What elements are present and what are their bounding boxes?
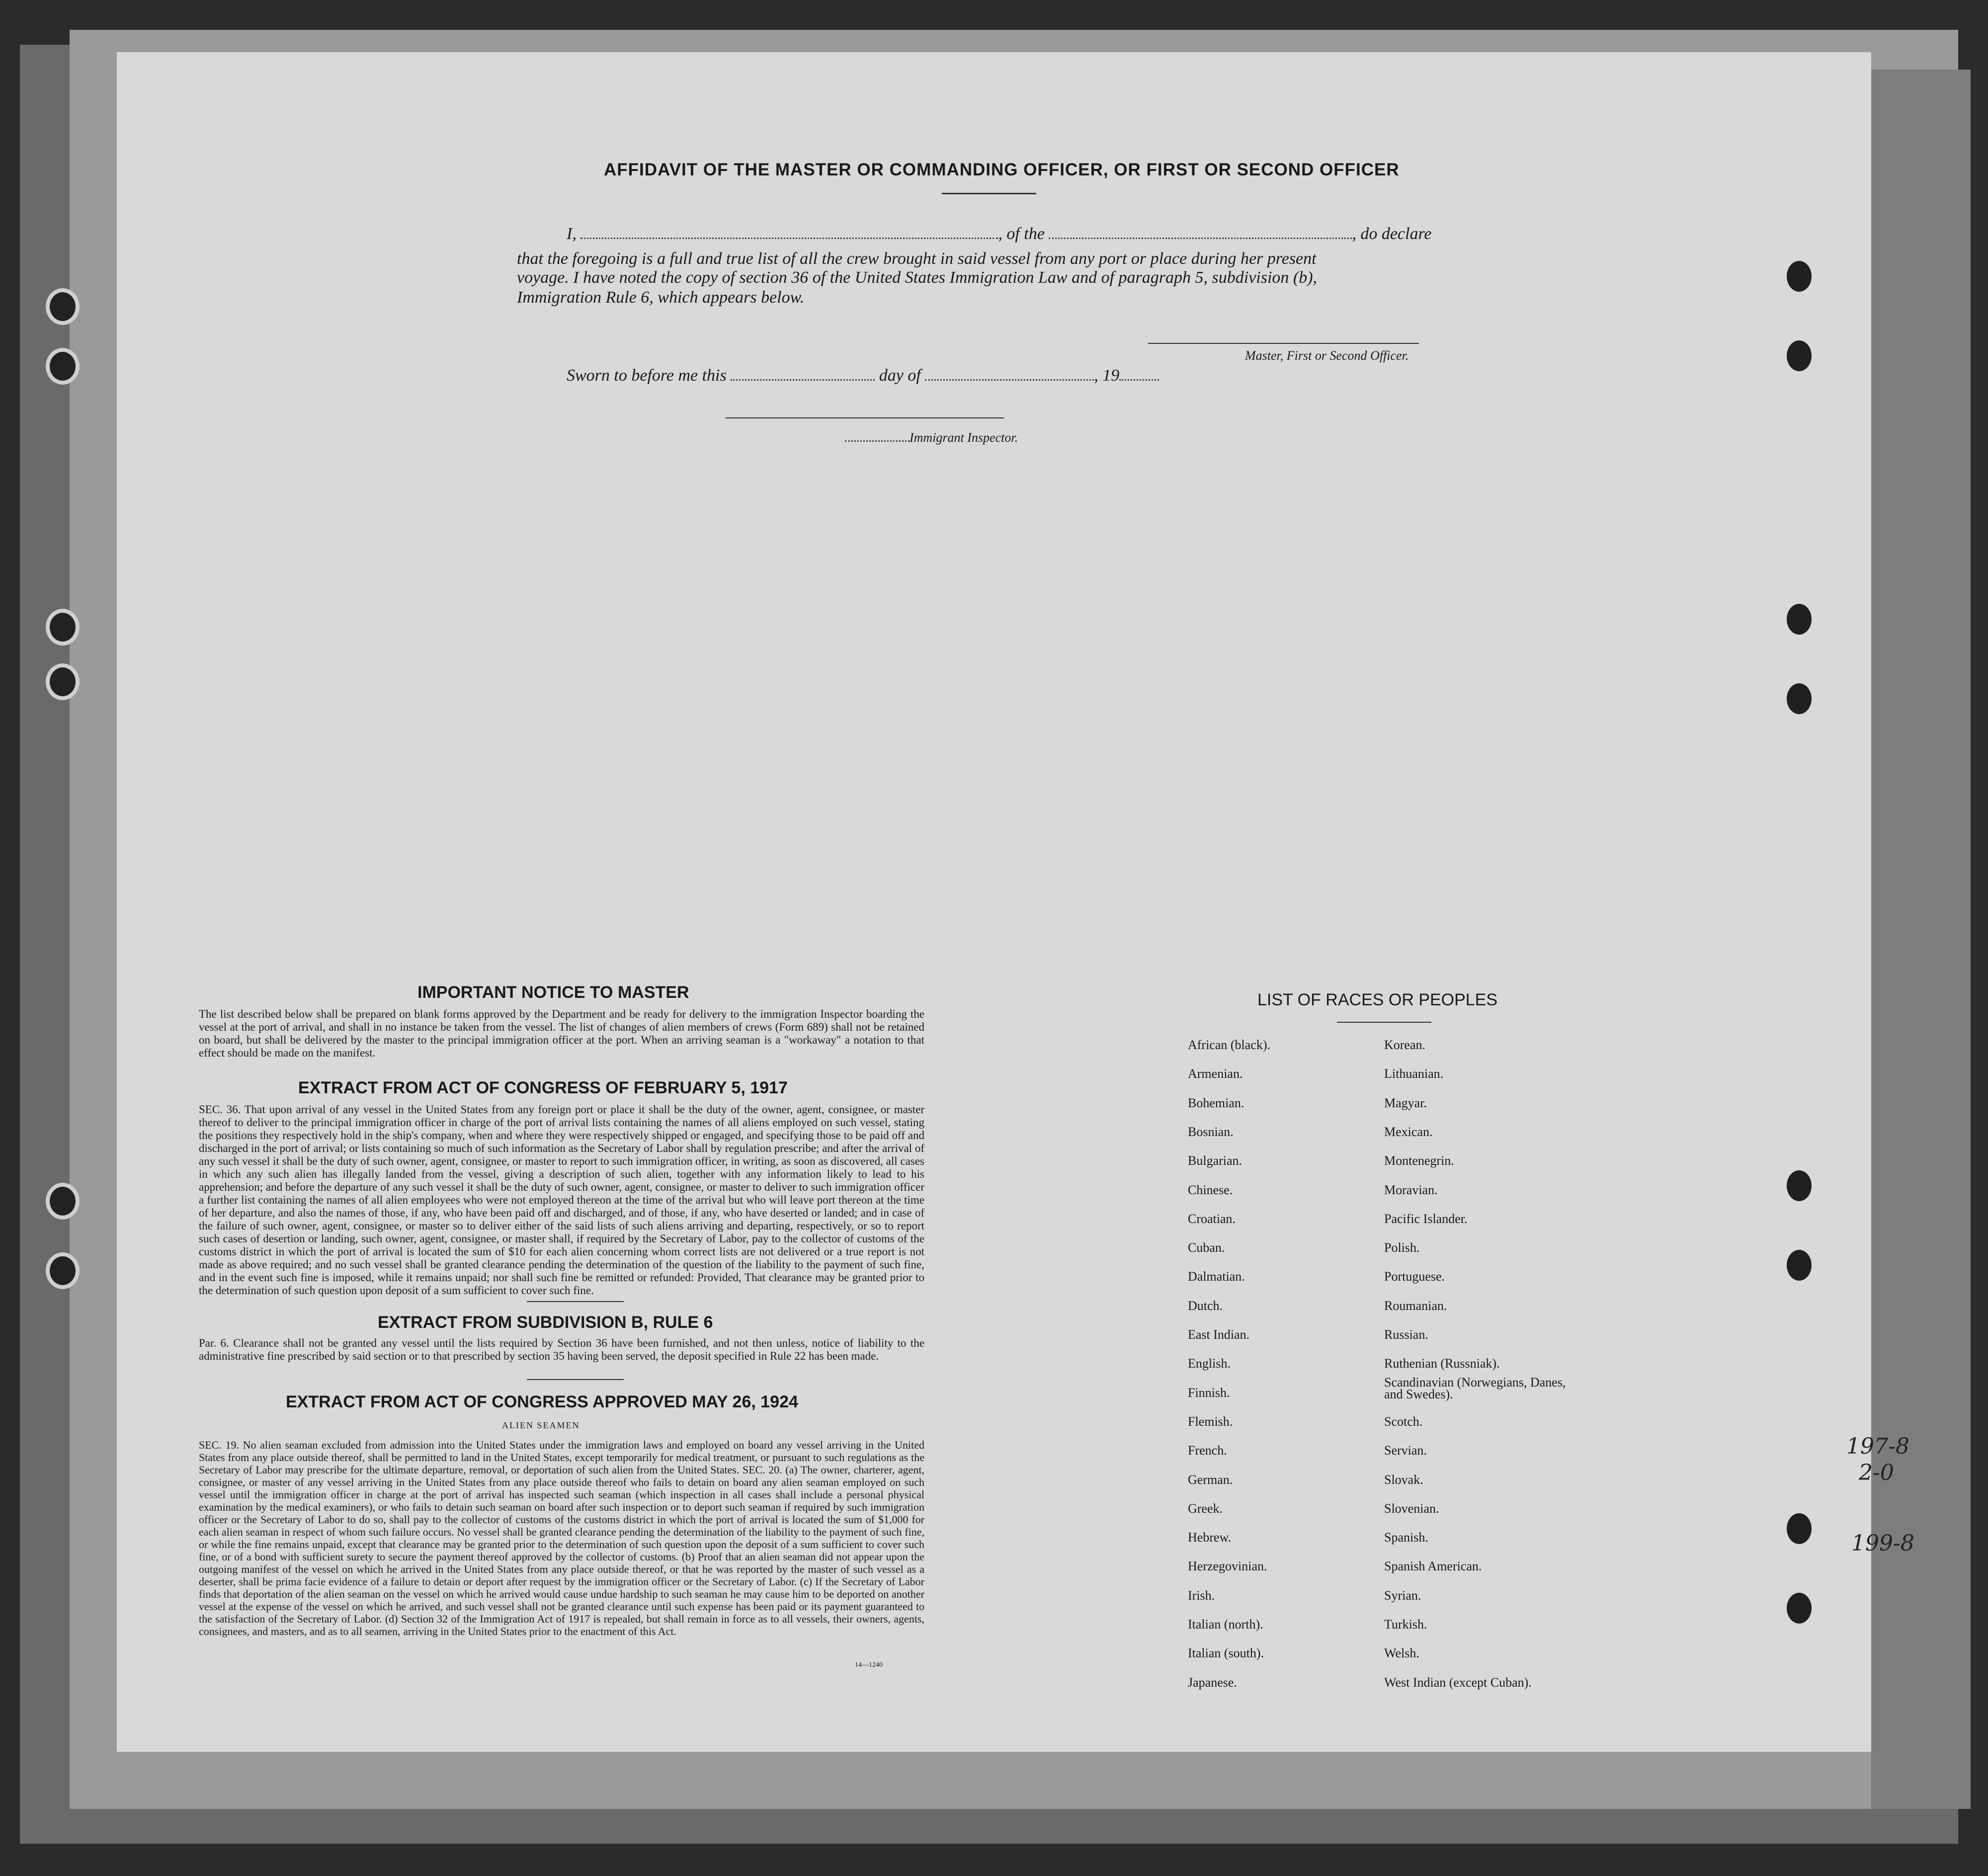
races-heading: LIST OF RACES OR PEOPLES bbox=[1257, 990, 1498, 1009]
affidavit-title: AFFIDAVIT OF THE MASTER OR COMMANDING OFFICER, OR FIRST OR SECOND OFFICER bbox=[604, 160, 1400, 179]
year-blank bbox=[1119, 379, 1159, 381]
race-item: African (black). bbox=[1188, 1038, 1271, 1052]
race-item: West Indian (except Cuban). bbox=[1384, 1675, 1532, 1690]
inspector-label: Immigrant Inspector. bbox=[910, 430, 1018, 445]
alien-seamen-subheading: ALIEN SEAMEN bbox=[502, 1420, 580, 1430]
race-item: Herzegovinian. bbox=[1188, 1559, 1267, 1574]
divider bbox=[527, 1301, 624, 1302]
punch-hole bbox=[1787, 340, 1812, 371]
race-item: Lithuanian. bbox=[1384, 1066, 1444, 1081]
race-item: Bulgarian. bbox=[1188, 1153, 1242, 1168]
punch-hole bbox=[1787, 683, 1812, 714]
binder-hole bbox=[46, 1183, 80, 1220]
race-item: Italian (north). bbox=[1188, 1617, 1263, 1631]
vessel-blank bbox=[1049, 238, 1352, 239]
race-item: Pacific Islander. bbox=[1384, 1211, 1468, 1226]
punch-hole bbox=[1787, 1170, 1812, 1201]
day-blank bbox=[731, 379, 875, 381]
month-blank bbox=[925, 379, 1094, 381]
race-item: Japanese. bbox=[1188, 1675, 1237, 1690]
notice-text: The list described below shall be prepared on blank forms approved by the Department and be ready for delivery to the immigration Inspector boarding the vessel at the port of arrival, and shall in no instance be taken from the vessel. The list of changes of alien members of crews (Form 689) shall not be retained on board, but shall be delivered by the master to the principal immigration officer at the port. When an arriving seaman is a "workaway" a notation to that effect should be made on the manifest. bbox=[199, 1008, 924, 1059]
race-item: Flemish. bbox=[1188, 1414, 1233, 1429]
race-item: Irish. bbox=[1188, 1588, 1215, 1603]
divider bbox=[1337, 1022, 1431, 1023]
extract-1924-heading: EXTRACT FROM ACT OF CONGRESS APPROVED MAY 26, 1924 bbox=[286, 1392, 798, 1411]
race-item: Dutch. bbox=[1188, 1298, 1223, 1313]
affidavit-line-4: Immigration Rule 6, which appears below. bbox=[517, 288, 805, 307]
extract-1917-text: SEC. 36. That upon arrival of any vessel in the United States from any foreign port or place it shall be the duty of the owner, agent, consignee, or master thereof to deliver to the principal immigration officer in charge of the port of arrival lists containing the names of all aliens employed on such vessel, stating the positions they respectively hold in the ship's company, when and where they were respectively shipped or engaged, and specifying those to be paid off and discharged in the port of arrival; or lists containing so much of such information as the Secretary of Labor shall by regulation prescribe; and after the arrival of any such vessel it shall be the duty of such owner, agent, consignee, or master to report to such immigration officer, in writing, as soon as discovered, all cases in which any such alien has illegally landed from the vessel, giving a description of such alien, together with any information likely to lead to his apprehension; and before the departure of any such vessel it shall be the duty of such owner, agent, consignee, or master to deliver to such immigration officer a further list containing the names of all alien employees who were not employed thereon at the time of the arrival but who will leave port thereon at the time of her departure, and also the names of those, if any, who have been paid off and discharged, and of those, if any, who have deserted or landed; and in case of the failure of such owner, agent, consignee, or master so to deliver either of the said lists of such aliens arriving and departing, respectively, or so to report such cases of desertion or landing, such owner, agent, consignee, or master shall, if required by the Secretary of Labor, pay to the collector of customs of the customs district in which the port of arrival is located the sum of $10 for each alien concerning whom correct lists are not delivered or a true report is not made as above required; and no such vessel shall be granted clearance pending the determination of the question of the liability to the payment of such fine, and in the event such fine is imposed, while it remains unpaid; nor shall such fine be remitted or refunded: Provided, That clearance may be granted prior to the determination of such question upon deposit of a sum sufficient to cover such fine. bbox=[199, 1103, 924, 1297]
extract-rule6-heading: EXTRACT FROM SUBDIVISION B, RULE 6 bbox=[378, 1313, 713, 1332]
race-item: English. bbox=[1188, 1356, 1231, 1371]
race-item: Mexican. bbox=[1384, 1124, 1433, 1139]
handwritten-note: 199-8 bbox=[1851, 1531, 1914, 1556]
divider bbox=[527, 1379, 624, 1380]
race-item: Chinese. bbox=[1188, 1182, 1233, 1197]
race-item: Spanish American. bbox=[1384, 1559, 1482, 1574]
inspector-line bbox=[845, 427, 1018, 448]
name-blank bbox=[580, 238, 998, 239]
race-item: Montenegrin. bbox=[1384, 1153, 1454, 1168]
race-item: Dalmatian. bbox=[1188, 1269, 1245, 1284]
race-item: Welsh. bbox=[1384, 1646, 1419, 1661]
race-item: Croatian. bbox=[1188, 1211, 1236, 1226]
punch-hole bbox=[1787, 1513, 1812, 1544]
inspector-blank bbox=[845, 440, 910, 442]
race-item: Ruthenian (Russniak). bbox=[1384, 1356, 1500, 1371]
race-item: Armenian. bbox=[1188, 1066, 1243, 1081]
race-item: Finnish. bbox=[1188, 1385, 1230, 1400]
binder-hole bbox=[46, 609, 80, 646]
handwritten-note: 197-8 bbox=[1846, 1434, 1909, 1459]
race-item: German. bbox=[1188, 1472, 1233, 1487]
affidavit-line-2: that the foregoing is a full and true list of all the crew brought in said vessel from any port or place during her present bbox=[517, 249, 1317, 268]
race-item: Scandinavian (Norwegians, Danes, and Swedes). bbox=[1384, 1375, 1566, 1401]
race-item: Korean. bbox=[1384, 1038, 1426, 1052]
notice-heading: IMPORTANT NOTICE TO MASTER bbox=[417, 983, 689, 1002]
race-item: Slovenian. bbox=[1384, 1501, 1439, 1516]
year-label: , 19 bbox=[1094, 366, 1120, 385]
affidavit-line-3: voyage. I have noted the copy of section 36 of the United States Immigration Law and of paragraph 5, subdivision (b), bbox=[517, 268, 1318, 287]
of-the-label: , of the bbox=[998, 225, 1045, 243]
binder-hole bbox=[46, 348, 80, 385]
binder-hole bbox=[46, 663, 80, 700]
sworn-label: Sworn to before me this bbox=[567, 366, 727, 385]
do-declare-label: , do declare bbox=[1352, 225, 1432, 243]
extract-1917-heading: EXTRACT FROM ACT OF CONGRESS OF FEBRUARY 5, 1917 bbox=[298, 1078, 788, 1097]
binder-hole bbox=[46, 1252, 80, 1289]
race-item: Syrian. bbox=[1384, 1588, 1421, 1603]
race-item: Magyar. bbox=[1384, 1095, 1427, 1110]
extract-rule6-text: Par. 6. Clearance shall not be granted any vessel until the lists required by Section 36 have been furnished, and not then unless, notice of liability to the administrative fine prescribed by said section or to that prescribed by section 35 having been served, the deposit specified in Rule 22 has been made. bbox=[199, 1337, 924, 1362]
race-item: East Indian. bbox=[1188, 1327, 1250, 1342]
race-item: Servian. bbox=[1384, 1443, 1427, 1458]
race-item: Scotch. bbox=[1384, 1414, 1423, 1429]
race-item: Italian (south). bbox=[1188, 1646, 1264, 1661]
race-item: Slovak. bbox=[1384, 1472, 1423, 1487]
form-number: 14—1240 bbox=[855, 1661, 883, 1669]
signature-line bbox=[1148, 343, 1419, 344]
race-item: Roumanian. bbox=[1384, 1298, 1447, 1313]
race-item: Bosnian. bbox=[1188, 1124, 1234, 1139]
i-label: I, bbox=[567, 225, 577, 243]
race-item: Spanish. bbox=[1384, 1530, 1428, 1545]
handwritten-note: 2-0 bbox=[1859, 1460, 1894, 1485]
punch-hole bbox=[1787, 1250, 1812, 1281]
race-item: Cuban. bbox=[1188, 1240, 1225, 1255]
master-label: Master, First or Second Officer. bbox=[1245, 348, 1409, 363]
race-item: Moravian. bbox=[1384, 1182, 1438, 1197]
race-item: Russian. bbox=[1384, 1327, 1428, 1342]
race-item: Hebrew. bbox=[1188, 1530, 1232, 1545]
race-item: Bohemian. bbox=[1188, 1095, 1244, 1110]
race-item: Polish. bbox=[1384, 1240, 1420, 1255]
inspector-signature-line bbox=[726, 417, 1004, 418]
affidavit-line-1 bbox=[567, 224, 1471, 245]
race-item: Turkish. bbox=[1384, 1617, 1427, 1631]
race-item: Greek. bbox=[1188, 1501, 1223, 1516]
binder-hole bbox=[46, 288, 80, 325]
race-item: French. bbox=[1188, 1443, 1227, 1458]
punch-hole bbox=[1787, 1593, 1812, 1624]
punch-hole bbox=[1787, 604, 1812, 635]
sworn-line bbox=[567, 365, 1159, 386]
punch-hole bbox=[1787, 261, 1812, 292]
day-of-label: day of bbox=[879, 366, 921, 385]
extract-1924-text: SEC. 19. No alien seaman excluded from admission into the United States under the immigration laws and employed on board any vessel arriving in the United States from any place outside thereof, shall be permitted to land in the United States, except temporarily for medical treatment, or pursuant to such regulations as the Secretary of Labor may prescribe for the ultimate departure, removal, or deportation of such alien from the United States. SEC. 20. (a) The owner, charterer, agent, consignee, or master of any vessel arriving in the United States from any place outside thereof who fails to detain on board any alien seaman employed on such vessel until the immigration officer in charge at the port of arrival has inspected such seaman (which inspection in all cases shall include a personal physical examination by the medical examiners), or who fails to detain such seaman on board after such inspection or to deport such seaman if required by such immigration officer or the Secretary of Labor to do so, shall pay to the collector of customs of the customs district in which the port of arrival is located the sum of $1,000 for each alien seaman in respect of whom such failure occurs. No vessel shall be granted clearance pending the determination of the liability to the payment of such fine, or while the fine remains unpaid, except that clearance may be granted prior to the determination of such question upon the deposit of a sum sufficient to cover such fine, or of a bond with sufficient surety to secure the payment thereof approved by the collector of customs. (b) Proof that an alien seaman did not appear upon the outgoing manifest of the vessel on which he arrived in the United States from any place outside thereof, or that he was reported by the master of such vessel as a deserter, shall be prima facie evidence of a failure to detain or deport after request by the immigration officer or the Secretary of Labor. (c) If the Secretary of Labor finds that deportation of the alien seaman on the vessel on which he arrived would cause undue hardship to such seaman he may cause him to be deported on another vessel at the expense of the vessel on which he arrived, and such vessel shall not be granted clearance until such expense has been paid or its payment guaranteed to the satisfaction of the Secretary of Labor. (d) Section 32 of the Immigration Act of 1917 is repealed, but shall remain in force as to all vessels, their owners, agents, consignees, and masters, and as to all seamen, arriving in the United States prior to the enactment of this Act. bbox=[199, 1439, 924, 1637]
race-item: Portuguese. bbox=[1384, 1269, 1445, 1284]
divider bbox=[942, 193, 1036, 194]
